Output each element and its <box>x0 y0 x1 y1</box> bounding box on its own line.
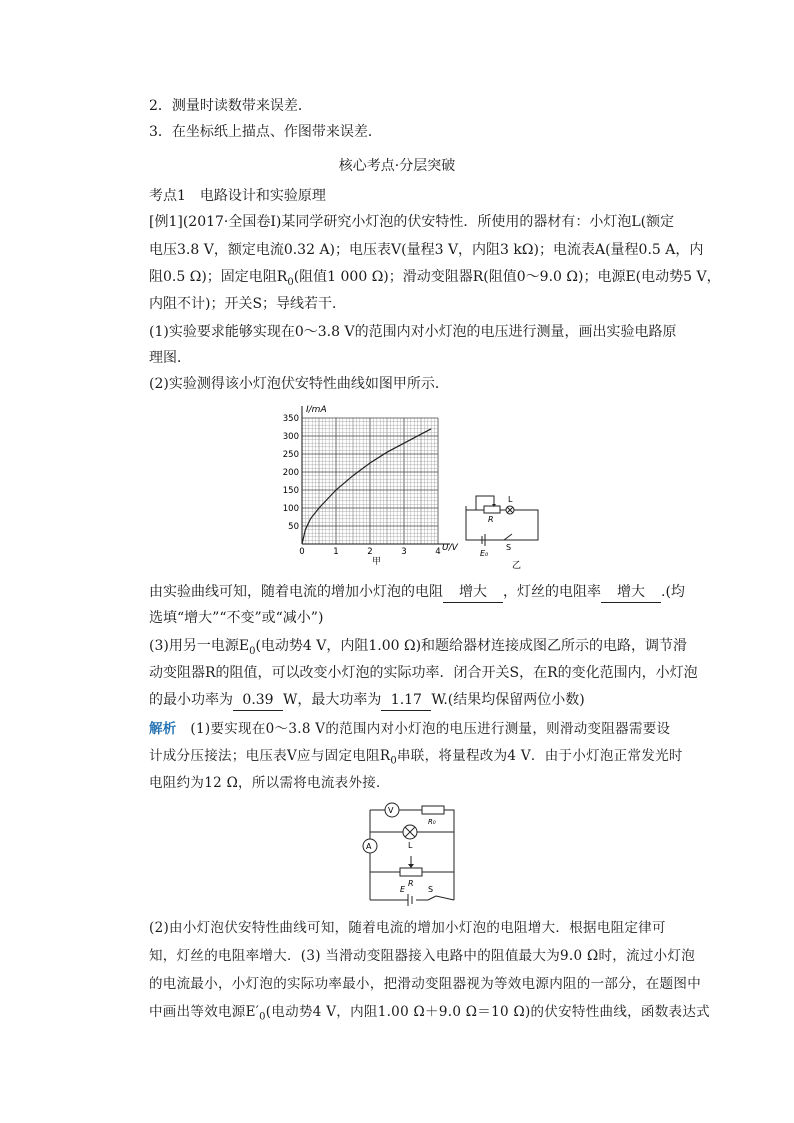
question-3-line-3: 的最小功率为 0.39 W，最大功率为 1.17 W.(结果均保留两位小数) <box>149 690 585 711</box>
circuit-V: V <box>388 806 394 815</box>
y-tick-label: 50 <box>288 522 299 532</box>
graph-x-label: U/V <box>442 543 458 553</box>
solution-para-line-2: 知，灯丝的电阻率增大．(3) 当滑动变阻器接入电路中的阻值最大为9.0 Ω时，流过小灯泡 <box>149 948 696 964</box>
answer-line-1: 由实验曲线可知，随着电流的增加小灯泡的电阻 增大 ，灯丝的电阻率 增大 .(均 <box>149 582 685 603</box>
circuit-A: A <box>366 842 372 851</box>
circuit-b-R: R <box>488 515 494 524</box>
x-tick-label: 0 <box>299 547 305 557</box>
circuit-b-E: E₀ <box>480 549 489 558</box>
solution-para-line-3: 的电流最小，小灯泡的实际功率最小，把滑动变阻器视为等效电源内阻的一部分，在题图中 <box>149 976 701 992</box>
question-2: (2)实验测得该小灯泡伏安特性曲线如图甲所示． <box>149 376 449 392</box>
y-tick-label: 250 <box>282 450 299 460</box>
blank-pmax: 1.17 <box>381 690 431 711</box>
solution-para-line-1: (2)由小灯泡伏安特性曲线可知，随着电流的增加小灯泡的电阻增大．根据电阻定律可 <box>149 920 666 936</box>
circuit-S: S <box>428 885 434 894</box>
kaodian-heading: 考点1 电路设计和实验原理 <box>149 188 326 204</box>
question-1-line-1: (1)实验要求能够实现在0～3.8 V的范围内对小灯泡的电压进行测量，画出实验电路原 <box>149 324 677 340</box>
example-line-1: [例1](2017·全国卷Ⅰ)某同学研究小灯泡的伏安特性．所使用的器材有：小灯泡L(额定 <box>149 214 675 230</box>
error-item-3: 3．在坐标纸上描点、作图带来误差． <box>149 124 382 140</box>
error-item-2: 2．测量时读数带来误差． <box>149 98 312 114</box>
example-line-3: 阻0.5 Ω)；固定电阻$R_0$(阻值1 000 Ω)；滑动变阻器R(阻值0～9.0 Ω)；电源E(电动势5 V， <box>149 269 721 288</box>
circuit-L: L <box>408 841 413 850</box>
circuit-b-S: S <box>506 543 512 552</box>
y-tick-label: 150 <box>282 486 299 496</box>
blank-pmin: 0.39 <box>233 690 283 711</box>
x-tick-label: 1 <box>333 547 339 557</box>
circuit-diagram-solution <box>356 796 466 912</box>
iv-curve-graph <box>272 398 464 568</box>
circuit-b-L: L <box>508 495 513 504</box>
y-tick-label: 350 <box>282 414 299 424</box>
y-tick-label: 300 <box>282 432 299 442</box>
solution-label: 解析 <box>149 721 177 737</box>
circuit-b-caption: 乙 <box>512 561 522 570</box>
solution-line-1: 解析 (1)要实现在0～3.8 V的范围内对小灯泡的电压进行测量，则滑动变阻器需要设 <box>149 721 671 737</box>
graph-y-label: I/mA <box>306 405 327 415</box>
question-3-line-1: (3)用另一电源$E_0$(电动势4 V，内阻1.00 Ω)和题给器材连接成图乙所示的电路，调节滑 <box>149 638 688 657</box>
solution-line-2: 计成分压接法；电压表V应与固定电阻$R_0$串联，将量程改为4 V．由于小灯泡正常发光时 <box>149 748 683 767</box>
graph-caption: 甲 <box>372 557 382 567</box>
x-tick-label: 2 <box>367 547 373 557</box>
answer-line-2: 选填“增大”“不变”或“减小”) <box>149 610 324 626</box>
question-3-line-2: 动变阻器R的阻值，可以改变小灯泡的实际功率．闭合开关S，在R的变化范围内，小灯泡 <box>149 665 698 681</box>
question-1-line-2: 理图． <box>149 350 191 366</box>
x-tick-label: 4 <box>435 547 441 557</box>
y-tick-label: 100 <box>282 504 299 514</box>
section-title: 核心考点·分层突破 <box>338 158 456 174</box>
y-tick-label: 200 <box>282 468 299 478</box>
graph-grid <box>302 418 438 544</box>
solution-line-3: 电阻约为12 Ω，所以需将电流表外接． <box>149 775 390 791</box>
circuit-E: E <box>400 885 406 894</box>
circuit-R: R <box>408 879 414 888</box>
blank-resistance: 增大 <box>443 582 503 603</box>
circuit-R0: R₀ <box>428 818 436 826</box>
circuit-diagram-b <box>462 490 562 570</box>
example-line-4: 内阻不计)；开关S；导线若干． <box>149 296 347 312</box>
solution-para-line-4: 中画出等效电源$E'_0$(电动势4 V，内阻1.00 Ω＋9.0 Ω＝10 Ω)的伏安特性曲线，函数表达式 <box>149 1004 710 1023</box>
x-tick-label: 3 <box>401 547 407 557</box>
example-line-2: 电压3.8 V，额定电流0.32 A)；电压表V(量程3 V，内阻3 kΩ)；电流表A(量程0.5 A，内 <box>149 242 704 258</box>
blank-resistivity: 增大 <box>601 582 661 603</box>
